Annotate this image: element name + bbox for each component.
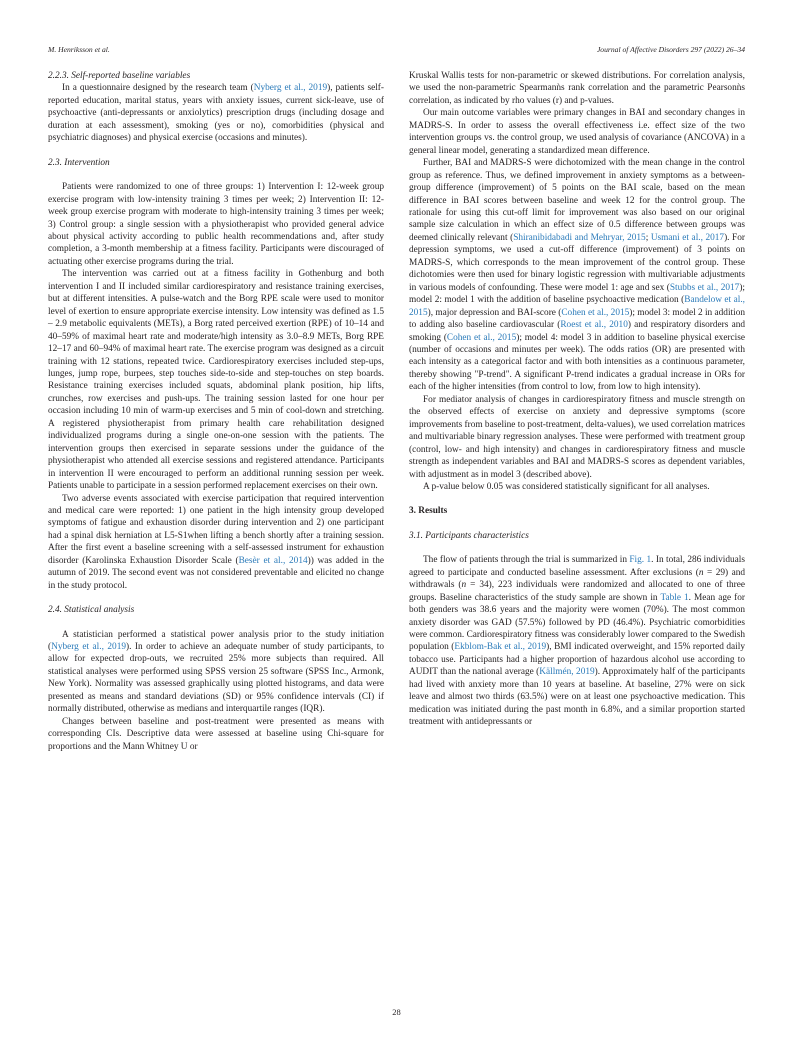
text-run: ). In order to achieve an adequate number of study participants, to allow for expected drop-outs, we recruited 25% more subjects than required. All statistical analyses were performed using SPSS version 25 software (SPSS Inc., Armonk, New York). Normality was assessed graphically using plotted histograms, and data were presented as means and standard deviations (SD) or 95% confidence intervals (CI) if normally distributed, otherwise as medians and interquartile ranges (IQR). <box>48 642 384 715</box>
citation-link[interactable]: Shiranibidabadi and Mehryar, 2015 <box>513 232 646 243</box>
left-column <box>48 70 384 753</box>
text-run: A statistician performed a statistical power analysis prior to the study initiation ( <box>48 629 384 653</box>
citation-link[interactable]: Nyberg et al., 2019 <box>253 83 328 94</box>
text-run: ); model 4: model 3 in addition to baseline physical exercise (number of occasions and minutes per week). The odds ratios (OR) are presented with each intensity as a categorical factor and with both intensities as a continuous parameter, thereby showing "P-trend". A significant P-trend indicates a gradual increase in ORs for each of the higher intensities (from control to low, from low to high intensity). <box>409 332 745 393</box>
table-link[interactable]: Table 1 <box>660 592 689 603</box>
running-head-journal: Journal of Affective Disorders 297 (2022) 26–34 <box>596 45 745 54</box>
section-heading-3-1: 3.1. Participants characteristics <box>409 530 529 541</box>
citation-link[interactable]: Bandelow et al., 2015 <box>409 295 745 318</box>
citation-link[interactable]: Stubbs et al., 2017 <box>669 282 740 293</box>
running-head-authors: M. Henriksson et al. <box>48 45 110 54</box>
citation-link[interactable]: Källmén, 2019 <box>539 667 595 678</box>
paragraph-continued: Kruskal Wallis tests for non-parametric or skewed distributions. For correlation analysis, we used the non-parametric Spearmanǹs rank correlation and the parametric Pearsonǹs correlation, as indicated by rho values (r) and p-values. <box>409 71 745 106</box>
text-run: . Mean age for both genders was 38.6 years and the majority were women (70%). The most common anxiety disorder was GAD (57.5%) followed by PD (46.4%). Psychiatric comorbidities were common. Cardiorespiratory fitness was considerably lower compared to the Swedish population ( <box>409 592 745 653</box>
citation-link[interactable]: Ekblom-Bak et al., 2019 <box>454 642 547 653</box>
citation-link[interactable]: Roest et al., 2010 <box>560 320 628 331</box>
text-run: The flow of patients through the trial is summarized in <box>423 555 630 566</box>
text-run: Further, BAI and MADRS-S were dichotomized with the mean change in the control group as reference. Thus, we defined improvement in anxiety symptoms as a between-group difference (improvement) of 5 points on the BAI scale, based on the mean difference in BAI scores between baseline and week 12 for the control group. The rationale for using this cut-off limit for improvement was also based on our original sample size calculation in which an effect size of 0.5 difference between groups was deemed clinically relevant ( <box>409 158 745 243</box>
section-heading-2-2-3: 2.2.3. Self-reported baseline variables <box>48 71 191 81</box>
text-run: ), major depression and BAI-score ( <box>427 307 562 318</box>
citation-link[interactable]: Besèr et al., 2014 <box>238 555 308 566</box>
text-run: Two adverse events associated with exercise participation that required intervention and medical care were reported: 1) one patient in the high intensity group developed symptoms of fatigue and exhaustion disorder during intervention and 2) one participant had a spinal disk herniation at L5-S1when lifting a bench shortly after a training session. After the first event a baseline screening with a self-assessed instrument for exhaustion disorder (Karolinska Exhaustion Disorder Scale ( <box>48 493 384 566</box>
paragraph-changes-baseline: Changes between baseline and post-treatment were presented as means with corresponding CIs. Descriptive data were assessed at baseline using Chi-square for proportions and the Mann Whitney U or <box>48 716 384 752</box>
right-column <box>409 70 745 729</box>
variable-n: n <box>698 567 704 578</box>
text-run: In a questionnaire designed by the research team ( <box>62 83 254 94</box>
text-run: ). Approximately half of the participants had lived with anxiety more than 10 years at baseline. At baseline, 27% were on sick leave and almost two thirds (63.5%) were on at least one psychoactive medication. This medication was initiated during the past month in 6.8%, and a similar proportion started treatment with antidepressants or <box>409 667 745 728</box>
section-heading-2-4: 2.4. Statistical analysis <box>48 605 135 616</box>
figure-link[interactable]: Fig. 1 <box>629 555 652 566</box>
paragraph-participants <box>409 554 745 728</box>
citation-link[interactable]: Cohen et al., 2015 <box>561 307 630 318</box>
text-run: = 34), 223 individuals were randomized and allocated to one of three groups. Baseline characteristics of the study sample are shown in <box>409 580 745 603</box>
paragraph-adverse-events <box>48 493 384 593</box>
section-heading-3: 3. Results <box>409 506 448 517</box>
paragraph-outcome-variables: Our main outcome variables were primary changes in BAI and secondary changes in MADRS-S. In order to assess the overall effectiveness i.e. effect size of the two intervention groups vs. the control group, we used analysis of covariance (ANCOVA) in a general linear model, generating a standardized mean difference. <box>409 108 745 156</box>
citation-link[interactable]: Cohen et al., 2015 <box>446 332 517 343</box>
paragraph-intervention-details: The intervention was carried out at a fitness facility in Gothenburg and both intervention I and II included similar cardiorespiratory and resistance training exercises, but at different intensities. A pulse-watch and the Borg RPE scale were used to monitor level of exertion to ensure appropriate exercise intensity. Low intensity was defined as 1.5 – 2.9 metabolic equivalents (METs), a Borg rated perceived exertion (RPE) of 10–14 and 40–59% of maximal heart rate and moderate/high intensity as 3.0–8.9 METs, Borg RPE 12–17 and 60–94% of maximal heart rate. The exercise program was designed as a circuit training with 12 stations, repeated twice. Cardiorespiratory exercises included step-ups, lunges, jump rope, burpees, step touches side-to-side and step-touches on step boards. Resistance training exercises included squats, abdominal plank position, hip lifts, crunches, row exercises and push-ups. The training session lasted for one hour per occasion including 10 min of warm-up exercises and 5 min of cool-down and stretching. A registered physiotherapist from primary health care rehabilitation designed individualized programs during a single one-on-one session with the patients. The intervention groups then exercised in separate sessions under the guidance of the physiotherapist who attended all exercise sessions and registered attendance. Participants in intervention II were encouraged to perform an additional running session per week. Patients unable to participate in a session performed replacement exercises on their own. <box>48 269 384 492</box>
page-number: 28 <box>392 1007 401 1017</box>
text-run: = 29) and withdrawals ( <box>409 567 745 591</box>
paragraph-dichotomization <box>409 157 745 394</box>
citation-link[interactable]: Usmani et al., 2017 <box>650 232 725 243</box>
text-run: ). For depression symptoms, we used a cut-off difference (improvement) of 3 points on MADRS-S, which corresponds to the mean improvement of the control group. These dichotomies were then used for binary logistic regression with multivariable adjustments in various models of confounding. These were model 1: age and sex ( <box>409 232 745 293</box>
text-run: . In total, 286 individuals agreed to participate and conducted baseline assessment. After exclusions ( <box>409 555 745 578</box>
text-run: ; <box>645 232 651 243</box>
paragraph-power-analysis <box>48 629 384 716</box>
text-run: )) was added in the autumn of 2019. The second event was not considered preventable and elicited no change in the study protocol. <box>48 555 384 591</box>
citation-link[interactable]: Nyberg et al., 2019 <box>51 642 126 653</box>
text-run: ); model 3: model 2 in addition to adding also baseline cardiovascular ( <box>409 307 745 331</box>
paragraph-mediator-analysis: For mediator analysis of changes in cardiorespiratory fitness and muscle strength on the observed effects of exercise on anxiety and depressive symptoms (score improvements from baseline to post-treatment, delta-values), we used correlation matrices and multivariable binary regression analyses. These were performed with treatment group (control, low- and high intensity) and changes in cardiorespiratory fitness and muscle strength as independent variables and BAI and MADRS-S scores as dependent variables, with adjustment as in model 3 (described above). <box>409 394 745 480</box>
paragraph-p-value: A p-value below 0.05 was considered statistically significant for all analyses. <box>423 481 710 492</box>
paragraph-randomization: Patients were randomized to one of three groups: 1) Intervention I: 12-week group exercise program with low-intensity training 3 times per week; 2) Intervention II: 12-week group exercise program with moderate to high-intensity training 3 times per week; 3) Control group: a single session with a physiotherapist who provided general advice about physical activity according to public health recommendations and, after study completion, a 3-month membership at a fitness facility. Participants were discouraged of actuating other exercise programs during the trial. <box>48 182 384 267</box>
variable-n: n <box>461 580 467 591</box>
section-heading-2-3: 2.3. Intervention <box>48 157 110 168</box>
text-run: ), BMI indicated overweight, and 15% reported daily tobacco use. Participants had a higher proportion of hazardous alcohol use according to AUDIT than the national average ( <box>409 642 745 678</box>
paragraph-baseline-variables <box>48 82 384 144</box>
text-run: ), patients self-reported education, marital status, years with anxiety issues, current sick-leave, use of psychoactive (anti-depressants or anxiolytics) prescription drugs (including dosage and duration at each assessment), smoking (yes or no), comorbidities (physical and psychiatric diagnoses) and physical exercise (occasions and minutes). <box>48 83 384 144</box>
text-run: ) and respiratory disorders and smoking ( <box>409 320 746 343</box>
text-run: ); model 2: model 1 with the addition of baseline psychoactive medication ( <box>409 282 745 306</box>
